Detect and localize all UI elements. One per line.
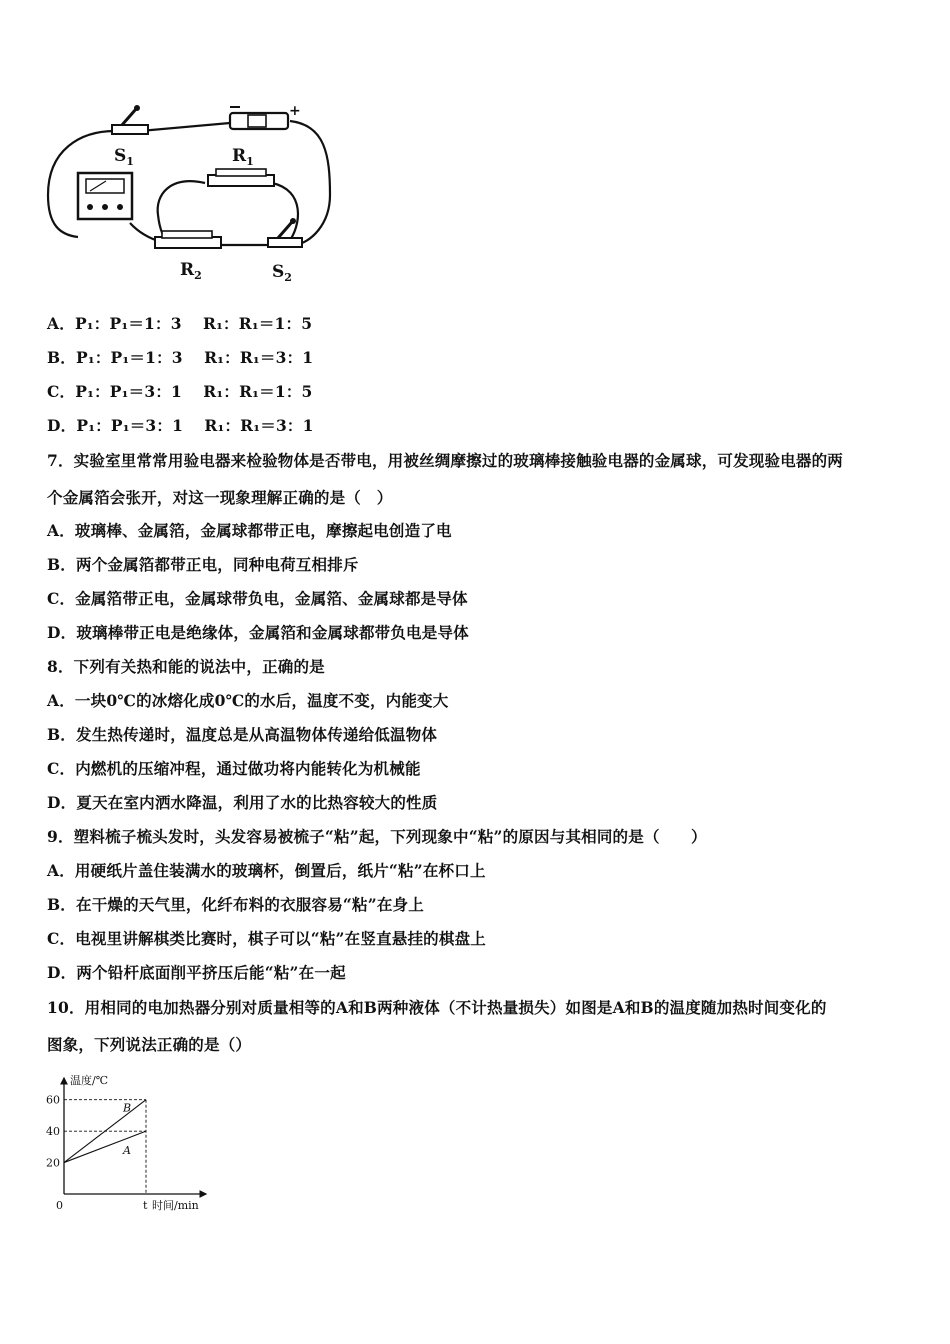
q8-option-d: D．夏天在室内洒水降温，利用了水的比热容较大的性质 xyxy=(47,793,438,812)
q6-option-d: D．P₁：P₁＝3：1 R₁：R₁＝3：1 xyxy=(47,416,314,435)
q10-stem-line1: 10．用相同的电加热器分别对质量相等的A和B两种液体（不计热量损失）如图是A和B的温度随加热时间变化的 xyxy=(47,998,827,1017)
label-plus: + xyxy=(289,103,301,119)
switch-s1 xyxy=(112,105,148,134)
q9-option-b: B．在干燥的天气里，化纤布料的衣服容易“粘”在身上 xyxy=(47,895,424,914)
q8-stem: 8．下列有关热和能的说法中，正确的是 xyxy=(47,657,325,676)
label-r2: $R_2$ xyxy=(180,260,202,282)
temperature-time-chart xyxy=(28,1070,228,1220)
series-label-A: A xyxy=(123,1143,131,1157)
resistor-r1 xyxy=(208,169,274,186)
q7-stem-line2: 个金属箔会张开，对这一现象理解正确的是（ ） xyxy=(47,488,393,507)
label-s1: $S_1$ xyxy=(114,146,134,168)
q9-option-d: D．两个铅杆底面削平挤压后能“粘”在一起 xyxy=(47,963,346,982)
q7-option-a: A．玻璃棒、金属箔，金属球都带正电，摩擦起电创造了电 xyxy=(47,521,452,540)
series-label-B: B xyxy=(123,1101,132,1115)
circuit-diagram xyxy=(40,95,340,295)
y-tick-label: 40 xyxy=(46,1125,60,1139)
meter-box xyxy=(78,173,132,219)
y-tick-label: 20 xyxy=(46,1156,60,1170)
label-r1: $R_1$ xyxy=(232,146,254,168)
label-s2: $S_2$ xyxy=(272,262,292,284)
q8-option-c: C．内燃机的压缩冲程，通过做功将内能转化为机械能 xyxy=(47,759,421,778)
q7-option-d: D．玻璃棒带正电是绝缘体，金属箔和金属球都带负电是导体 xyxy=(47,623,469,642)
q7-option-b: B．两个金属箔都带正电，同种电荷互相排斥 xyxy=(47,555,359,574)
y-tick-label: 60 xyxy=(46,1093,60,1107)
series-line-A xyxy=(64,1131,146,1162)
q6-option-c: C．P₁：P₁＝3：1 R₁：R₁＝1：5 xyxy=(47,382,313,401)
q7-option-c: C．金属箔带正电，金属球带负电，金属箔、金属球都是导体 xyxy=(47,589,468,608)
q7-stem-line1: 7．实验室里常常用验电器来检验物体是否带电，用被丝绸摩擦过的玻璃棒接触验电器的金属球，可发现验电器的两 xyxy=(47,451,843,470)
x-axis-label: 时间/min xyxy=(152,1199,199,1212)
x-tick-label: t xyxy=(143,1199,148,1212)
y-axis-label: 温度/℃ xyxy=(70,1074,109,1087)
resistor-r2 xyxy=(155,231,221,248)
q8-option-a: A．一块0℃的冰熔化成0℃的水后，温度不变，内能变大 xyxy=(47,691,449,710)
battery xyxy=(230,107,288,129)
origin-label: 0 xyxy=(56,1199,63,1212)
q9-option-a: A．用硬纸片盖住装满水的玻璃杯，倒置后，纸片“粘”在杯口上 xyxy=(47,861,486,880)
q10-stem-line2: 图象，下列说法正确的是（） xyxy=(47,1035,252,1054)
q9-option-c: C．电视里讲解棋类比赛时，棋子可以“粘”在竖直悬挂的棋盘上 xyxy=(47,929,486,948)
q9-stem: 9．塑料梳子梳头发时，头发容易被梳子“粘”起，下列现象中“粘”的原因与其相同的是（ ） xyxy=(47,827,707,846)
q6-option-a: A．P₁：P₁＝1：3 R₁：R₁＝1：5 xyxy=(47,314,313,333)
q6-option-b: B．P₁：P₁＝1：3 R₁：R₁＝3：1 xyxy=(47,348,314,367)
q8-option-b: B．发生热传递时，温度总是从高温物体传递给低温物体 xyxy=(47,725,438,744)
